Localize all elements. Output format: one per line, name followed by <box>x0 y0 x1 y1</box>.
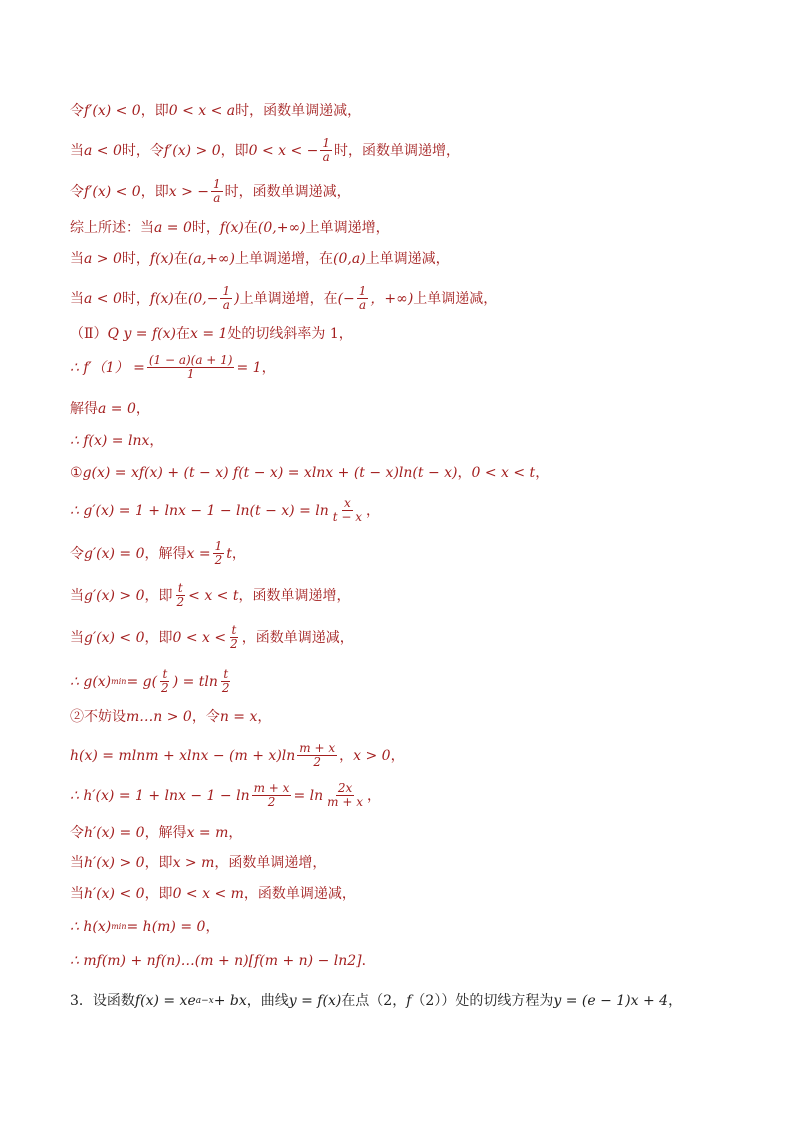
fraction <box>147 354 235 381</box>
text-line-9 <box>70 398 754 420</box>
fraction-numerator: m + x <box>299 741 336 755</box>
fraction-numerator: 1 <box>222 284 231 298</box>
fraction-numerator: x <box>344 496 351 510</box>
text-line-18 <box>70 742 754 769</box>
line-text: ， <box>390 747 405 764</box>
line-text: 上单调递减， <box>413 290 498 307</box>
math-text: ，+∞) <box>370 290 414 307</box>
text-line-6 <box>70 285 754 312</box>
line-text: 在 <box>173 251 188 267</box>
math-text: g′(x) > 0 <box>84 587 145 604</box>
math-text: y = f(x) <box>288 993 342 1009</box>
text-line-20 <box>70 822 754 844</box>
math-text: f′(x) < 0 <box>84 103 141 119</box>
line-text: ，即 <box>220 142 249 159</box>
line-text: 时，令 <box>121 142 164 159</box>
line-text: ， <box>149 433 164 449</box>
math-text: = 1 <box>236 359 262 376</box>
math-text: n = x <box>219 709 258 725</box>
math-text: a < 0 <box>84 290 122 307</box>
line-text: ，即 <box>144 855 173 871</box>
fraction-numerator: 1 <box>212 177 221 191</box>
fraction-denominator: 2 <box>161 681 169 695</box>
fraction-denominator: a <box>213 191 221 205</box>
math-text: + bx <box>213 993 247 1009</box>
line-text: ，函数单调递减， <box>243 886 356 902</box>
fraction-numerator: 1 <box>358 284 367 298</box>
fraction <box>252 782 292 809</box>
line-text: ，即 <box>144 886 173 902</box>
text-line-10 <box>70 430 754 452</box>
line-text: 解得 <box>70 401 98 417</box>
math-text: f(x) <box>149 251 174 267</box>
line-text: 上单调递增，在 <box>235 251 334 267</box>
line-text: ，函数单调递增， <box>238 587 351 604</box>
fraction <box>211 178 223 205</box>
line-text: ， <box>668 993 683 1009</box>
line-text: ， <box>205 919 220 935</box>
math-text: f(x) = xe <box>134 993 196 1009</box>
math-text: ∴ h(x) <box>70 919 112 935</box>
math-text: (0,− <box>187 290 219 307</box>
text-line-4 <box>70 217 754 239</box>
fraction-denominator: 2 <box>214 553 223 567</box>
line-text: 时，函数单调递增， <box>334 142 461 159</box>
fraction <box>159 668 171 695</box>
fraction-denominator: 2 <box>313 755 322 769</box>
fraction <box>331 497 364 524</box>
line-text: ， <box>535 465 550 481</box>
math-text: g′(x) = 0 <box>84 545 145 562</box>
line-text: ，即 <box>140 183 169 200</box>
math-text: Q y = f(x) <box>107 326 176 342</box>
text-line-3 <box>70 178 754 205</box>
math-text: f(x) <box>149 290 174 307</box>
math-text: (0,+∞) <box>257 220 306 236</box>
math-text: 0 < x < t <box>471 465 536 481</box>
math-text: f′(x) > 0 <box>163 142 221 159</box>
math-text: f <box>406 993 412 1009</box>
math-text: < x < t <box>188 587 239 604</box>
math-text: x > − <box>168 183 209 200</box>
math-text: f(x) <box>219 220 244 236</box>
text-line-17 <box>70 706 754 728</box>
math-text: g(x) = xf(x) + (t − x) f(t − x) = xlnx + (t − x)ln(t − x) <box>82 465 458 481</box>
math-text: t <box>226 545 232 562</box>
fraction <box>228 624 240 651</box>
fraction-numerator: t <box>162 667 168 681</box>
math-text: ) <box>234 290 240 307</box>
text-line-12 <box>70 497 754 524</box>
superscript: a−x <box>195 996 214 1006</box>
text-line-24 <box>70 950 754 972</box>
text-line-22 <box>70 883 754 905</box>
math-text: h′(x) < 0 <box>84 886 145 902</box>
math-text: a > 0 <box>84 251 122 267</box>
fraction <box>357 285 369 312</box>
line-text: 上单调递增， <box>305 220 390 236</box>
line-text: ，函数单调递增， <box>214 855 327 871</box>
line-text: ， <box>261 359 276 376</box>
math-text: h(x) = mlnm + xlnx − (m + x)ln <box>70 747 296 764</box>
line-text: ， <box>366 502 381 519</box>
fraction-numerator: 2x <box>337 781 353 795</box>
fraction-denominator: 2 <box>267 795 276 809</box>
math-text: h′(x) = 0 <box>84 825 145 841</box>
math-text: f′(x) < 0 <box>84 183 141 200</box>
line-text: 当 <box>70 290 84 307</box>
line-text: ②不妨设 <box>70 709 126 725</box>
line-text: 当 <box>70 251 84 267</box>
fraction-denominator: 2 <box>176 595 185 609</box>
line-text: 时， <box>121 290 150 307</box>
line-text: 当 <box>70 587 84 604</box>
math-text: 0 < x < a <box>168 103 236 119</box>
text-line-16 <box>70 668 754 695</box>
text-line-7 <box>70 323 754 345</box>
line-text: ， <box>457 465 472 481</box>
line-text: 处的切线斜率为 1， <box>227 326 353 342</box>
line-text: ． <box>361 953 376 969</box>
text-line-25 <box>70 990 754 1012</box>
math-text: 0 < x < − <box>248 142 319 159</box>
fraction-denominator: t − x <box>332 510 363 524</box>
math-text: ∴ f(x) = lnx <box>70 433 150 449</box>
fraction <box>220 668 232 695</box>
fraction-numerator: t <box>223 667 229 681</box>
math-text: (− <box>337 290 355 307</box>
math-text: g′(x) < 0 <box>84 629 145 646</box>
text-line-1 <box>70 100 754 122</box>
math-text: ∴ g(x) <box>70 673 112 690</box>
math-text: 0 < x < <box>172 629 227 646</box>
text-line-2 <box>70 137 754 164</box>
line-text: ，解得 <box>144 545 187 562</box>
line-text: 当 <box>70 855 84 871</box>
math-text: a = 0 <box>154 220 192 236</box>
line-text: 上单调递增，在 <box>239 290 338 307</box>
line-text: ， <box>257 709 272 725</box>
fraction <box>320 137 332 164</box>
math-text: ) = tln <box>172 673 218 690</box>
line-text: ，解得 <box>144 825 187 841</box>
math-text: x = m <box>186 825 229 841</box>
fraction <box>220 285 232 312</box>
text-line-23 <box>70 916 754 938</box>
fraction-denominator: a <box>322 150 330 164</box>
fraction <box>175 582 187 609</box>
line-text: ， <box>339 747 354 764</box>
line-text: 令 <box>70 103 84 119</box>
line-text: ， <box>135 401 150 417</box>
math-text: (0,a) <box>333 251 366 267</box>
line-text: ，即 <box>144 587 173 604</box>
math-text: y = (e − 1)x + 4 <box>553 993 669 1009</box>
math-text: x > m <box>172 855 215 871</box>
math-text: = h(m) = 0 <box>126 919 206 935</box>
math-text: = g( <box>126 673 158 690</box>
line-text: 3．设函数 <box>70 993 135 1009</box>
fraction <box>213 540 225 567</box>
line-text: 在 <box>175 326 190 342</box>
line-text: ，令 <box>191 709 220 725</box>
fraction-denominator: 1 <box>186 367 195 381</box>
fraction-numerator: m + x <box>253 781 290 795</box>
line-text: ， <box>366 787 381 804</box>
math-text: ∴ h′(x) = 1 + lnx − 1 − ln <box>70 787 250 804</box>
line-text: ， <box>231 545 246 562</box>
line-text: ① <box>70 465 83 481</box>
line-text: 时， <box>191 220 220 236</box>
text-line-19 <box>70 782 754 809</box>
line-text: 时，函数单调递减， <box>224 183 351 200</box>
math-text: x = <box>186 545 211 562</box>
text-line-15 <box>70 624 754 651</box>
math-text: h′(x) > 0 <box>84 855 145 871</box>
subscript: min <box>111 676 127 686</box>
fraction-numerator: (1 − a)(a + 1) <box>148 353 233 367</box>
line-text: 令 <box>70 825 84 841</box>
text-line-21 <box>70 852 754 874</box>
math-text: 0 < x < m <box>172 886 244 902</box>
math-text: ∴ g′(x) = 1 + lnx − 1 − ln(t − x) = ln <box>70 502 329 519</box>
line-text: 上单调递减， <box>365 251 450 267</box>
line-text: ，曲线 <box>246 993 289 1009</box>
line-text: 在 <box>173 290 188 307</box>
line-text: 综上所述：当 <box>70 220 154 236</box>
line-text: （2））处的切线方程为 <box>411 993 554 1009</box>
fraction-numerator: t <box>177 581 183 595</box>
fraction-denominator: a <box>222 298 230 312</box>
math-text: a < 0 <box>84 142 122 159</box>
line-text: 时， <box>121 251 150 267</box>
line-text: 当 <box>70 142 84 159</box>
fraction-numerator: t <box>231 623 237 637</box>
subscript: min <box>111 922 127 931</box>
fraction <box>325 782 365 809</box>
math-text: x > 0 <box>353 747 391 764</box>
line-text: 当 <box>70 886 84 902</box>
fraction-denominator: a <box>359 298 367 312</box>
line-text: ， <box>228 825 243 841</box>
line-text: ，函数单调递减， <box>241 629 354 646</box>
math-text: ∴ mf(m) + nf(n)…(m + n)[f(m + n) − ln2] <box>70 953 362 969</box>
text-line-8 <box>70 354 754 381</box>
line-text: ，即 <box>140 103 169 119</box>
line-text: 时，函数单调递减， <box>235 103 362 119</box>
math-text: a = 0 <box>98 401 136 417</box>
line-text: 令 <box>70 183 84 200</box>
math-text: x = 1 <box>189 326 228 342</box>
line-text: 当 <box>70 629 84 646</box>
fraction-denominator: m + x <box>327 795 363 809</box>
fraction-denominator: 2 <box>230 637 238 651</box>
math-text: = ln <box>293 787 324 804</box>
line-text: （Ⅱ） <box>70 326 108 342</box>
text-line-13 <box>70 540 754 567</box>
text-line-11 <box>70 462 754 484</box>
line-text: ，即 <box>144 629 173 646</box>
line-text: 令 <box>70 545 84 562</box>
line-text: 在 <box>243 220 258 236</box>
line-text: 在点（2， <box>341 993 407 1009</box>
text-line-5 <box>70 248 754 270</box>
math-text: (a,+∞) <box>187 251 236 267</box>
fraction-numerator: 1 <box>322 136 331 150</box>
text-line-14 <box>70 582 754 609</box>
fraction-denominator: 2 <box>221 681 230 695</box>
fraction <box>297 742 337 769</box>
fraction-numerator: 1 <box>214 539 223 553</box>
math-text: m…n > 0 <box>126 709 192 725</box>
math-text: ∴ f′（1） = <box>70 359 145 376</box>
